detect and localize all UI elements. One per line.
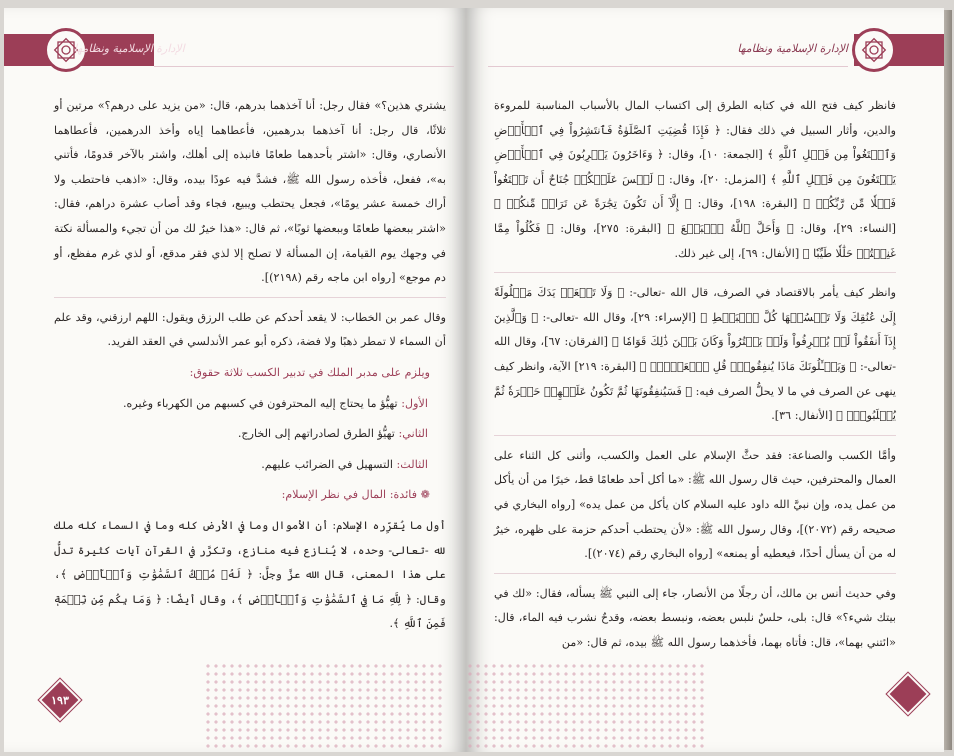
- benefit-heading: ❁ فائدة: المال في نظر الإسلام:: [281, 488, 430, 502]
- paragraph: وقال عمر بن الخطاب: لا يقعد أحدكم عن طلب الرزق ويقول: اللهم ارزقني، وقد علم أن السماء لا تمطر ذهبًا ولا فضة، ذكره أبو عمر الأندلسي في العقد الفريد.: [54, 310, 446, 349]
- list-item-label: الثالث:: [396, 457, 428, 471]
- list-item-text: تهيُّؤ الطرق لصادراتهم إلى الخارج.: [237, 427, 395, 441]
- right-page: [466, 8, 944, 752]
- dot-pattern-decoration: [466, 662, 706, 752]
- page-number: ١٩٣: [51, 693, 69, 707]
- paragraph: وأمَّا الكسب والصناعة: فقد حثَّ الإسلام على العمل والكسب، وأثنى كل الثناء على العمال والمحترفين، حيث قال رسول الله ﷺ: «ما أكل أحد طعامًا قط، خيرًا من أن يأكل من عمل يده، وإن نبيَّ الله داود عليه السلام كان يأكل من عمل يده» [رواه البخاري في صحيحه رقم (٢٠٧٢)]، وقال رسول الله ﷺ: «لأن يحتطب أحدكم حزمة على ظهره، خيرٌ له من أن يسأل أحدًا، فيعطيه أو يمنعه» [رواه البخاري رقم (٢٠٧٤)].: [494, 448, 896, 561]
- page-number-badge: [38, 678, 82, 722]
- page-number-badge: [886, 672, 930, 716]
- list-item: [54, 392, 446, 417]
- dot-pattern-decoration: [204, 662, 444, 752]
- page-edge: [944, 10, 952, 750]
- left-page-text: [54, 94, 446, 643]
- paragraph: يشتري هذين؟» فقال رجل: أنا آخذهما بدرهم، قال: «من يزيد على درهم؟» مرتين أو ثلاثًا، قال رجل: أنا آخذهما بدرهمين، فأعطاهما إياه وأخذ الدرهمين، فأعطاهما الأنصاري، وقال: «اشتر بأحدهما طعامًا فانبذه إلى أهلك، واشتر بالآخر قدومًا، فأتني به»، ففعل، فأخذه رسول الله ﷺ، فشدَّ فيه عودًا بيده، وقال: «اذهب فاحتطب ولا أراك خمسة عشر يومًا»، فجعل يحتطب ويبيع، فجاء وقد أصاب عشرة دراهم، فقال: «اشتر ببعضها طعامًا وببعضها ثوبًا»، ثم قال: «هذا خيرٌ لك من أن تجيء والمسألة نكتة في وجهك يوم القيامة، إن المسألة لا تصلح إلا لذي فقر مدقع، أو لذي غرم مفظع، أو دم موجع» [رواه ابن ماجه رقم (٢١٩٨)].: [54, 99, 446, 285]
- diamond-icon: [887, 673, 929, 715]
- paragraph: وفي حديث أنس بن مالك، أن رجلًا من الأنصار، جاء إلى النبي ﷺ يسأله، فقال: «لك في بيتك شيء؟» قال: بلى، حلسٌ نلبس بعضه، ونبسط بعضه، وقدحٌ نشرب فيه الماء، قال: «ائتني بهما»، قال: فأتاه بهما، فأخذهما رسول الله ﷺ بيده، ثم قال: «من: [494, 586, 896, 649]
- paragraph: وانظر كيف يأمر بالاقتصاد في الصرف، قال الله -تعالى-: ﴿ وَلَا تَجۡعَلۡ يَدَكَ مَغۡلُولَةً إِلَىٰ عُنُقِكَ وَلَا تَبۡسُطۡهَا كُلَّ ٱلۡبَسۡطِ ﴾ [الإسراء: ٢٩]، وقال الله -تعالى-: ﴿ وَٱلَّذِينَ إِذَآ أَنفَقُواْ لَمۡ يُسۡرِفُواْ وَلَمۡ يَقۡتُرُواْ وَكَانَ بَيۡنَ ذَٰلِكَ قَوَامٗا ﴾ [الفرقان: ٦٧]، وقال الله -تعالى-: ﴿ وَيَسۡـَٔلُونَكَ مَاذَا يُنفِقُونَۖ قُلِ ٱلۡعَفۡوَۗ ﴾ [البقرة: ٢١٩] الآية، وانظر كيف ينهى عن الصرف في ما لا يحلُّ الصرف فيه: ﴿ فَسَيُنفِقُونَهَا ثُمَّ تَكُونُ عَلَيۡهِمۡ حَسۡرَةٗ ثُمَّ يُغۡلَبُونَۗ ﴾ [الأنفال: ٣٦].: [494, 286, 896, 423]
- paragraph: أول ما يُقرِّره الإسلام: أن الأموال وما في الأرض كله وما في السماء كله ملك لله -تعالى- وحده، لا يُنازع فيه منازع، وتكرَّر في القرآن آيات كثيرة تدلُّ على هذا المعنى، قال الله عزَّ وجلَّ: ﴿ لَهُۥ مُلۡكُ ٱلسَّمَٰوَٰتِ وَٱلۡأَرۡضِ ﴾، وقال: ﴿ لِلَّهِ مَا فِي ٱلسَّمَٰوَٰتِ وَٱلۡأَرۡضِ ﴾، وقال أيضًا: ﴿ وَمَا بِكُم مِّن نِّعۡمَةٖ فَمِنَ ٱللَّهِ ﴾.: [54, 518, 446, 631]
- left-page: [4, 8, 466, 752]
- divider: [54, 297, 446, 298]
- divider: [494, 573, 896, 574]
- rosette-ornament-icon: [852, 28, 896, 72]
- list-item-text: تهيُّؤ ما يحتاج إليه المحترفون في كسبهم من الكهرباء وغيره.: [122, 396, 398, 410]
- running-title: الإدارة الإسلامية ونظامها: [737, 42, 848, 55]
- divider: [494, 272, 896, 273]
- list-item-label: الثاني:: [398, 427, 428, 441]
- paragraph: فانظر كيف فتح الله في كتابه الطرق إلى اكتساب المال بالأسباب المناسبة للمروءة والدين، وأثار السبيل في ذلك فقال: ﴿ فَإِذَا قُضِيَتِ ٱلصَّلَوٰةُ فَٱنتَشِرُواْ فِي ٱلۡأَرۡضِ وَٱبۡتَغُواْ مِن فَضۡلِ ٱللَّهِ ﴾ [الجمعة: ١٠]، وقال: ﴿ وَءَاخَرُونَ يَضۡرِبُونَ فِي ٱلۡأَرۡضِ يَبۡتَغُونَ مِن فَضۡلِ ٱللَّهِ ﴾ [المزمل: ٢٠]، وقال: ﴿ لَيۡسَ عَلَيۡكُمۡ جُنَاحٌ أَن تَبۡتَغُواْ فَضۡلٗا مِّن رَّبِّكُمۡ ﴾ [البقرة: ١٩٨]، وقال: ﴿ إِلَّآ أَن تَكُونَ تِجَٰرَةً عَن تَرَاضٖ مِّنكُمۡ ﴾ [النساء: ٢٩]، وقال: ﴿ وَأَحَلَّ ٱللَّهُ ٱلۡبَيۡعَ ﴾ [البقرة: ٢٧٥]، وقال: ﴿ فَكُلُواْ مِمَّا غَنِمۡتُمۡ حَلَٰلٗا طَيِّبٗا ﴾ [الأنفال: ٦٩]، إلى غير ذلك.: [494, 99, 896, 260]
- list-item-label: الأول:: [401, 396, 428, 410]
- right-page-text: [494, 94, 896, 661]
- divider: [494, 435, 896, 436]
- subheading: ويلزم على مدبر الملك في تدبير الكسب ثلاثة حقوق:: [189, 365, 430, 379]
- list-item: [54, 453, 446, 478]
- header-rule: [488, 66, 848, 67]
- list-item-text: التسهيل في الضرائب عليهم.: [261, 457, 393, 471]
- list-item: [54, 422, 446, 447]
- header-rule: [154, 66, 454, 67]
- running-title: الإدارة الإسلامية ونظامها: [74, 42, 185, 55]
